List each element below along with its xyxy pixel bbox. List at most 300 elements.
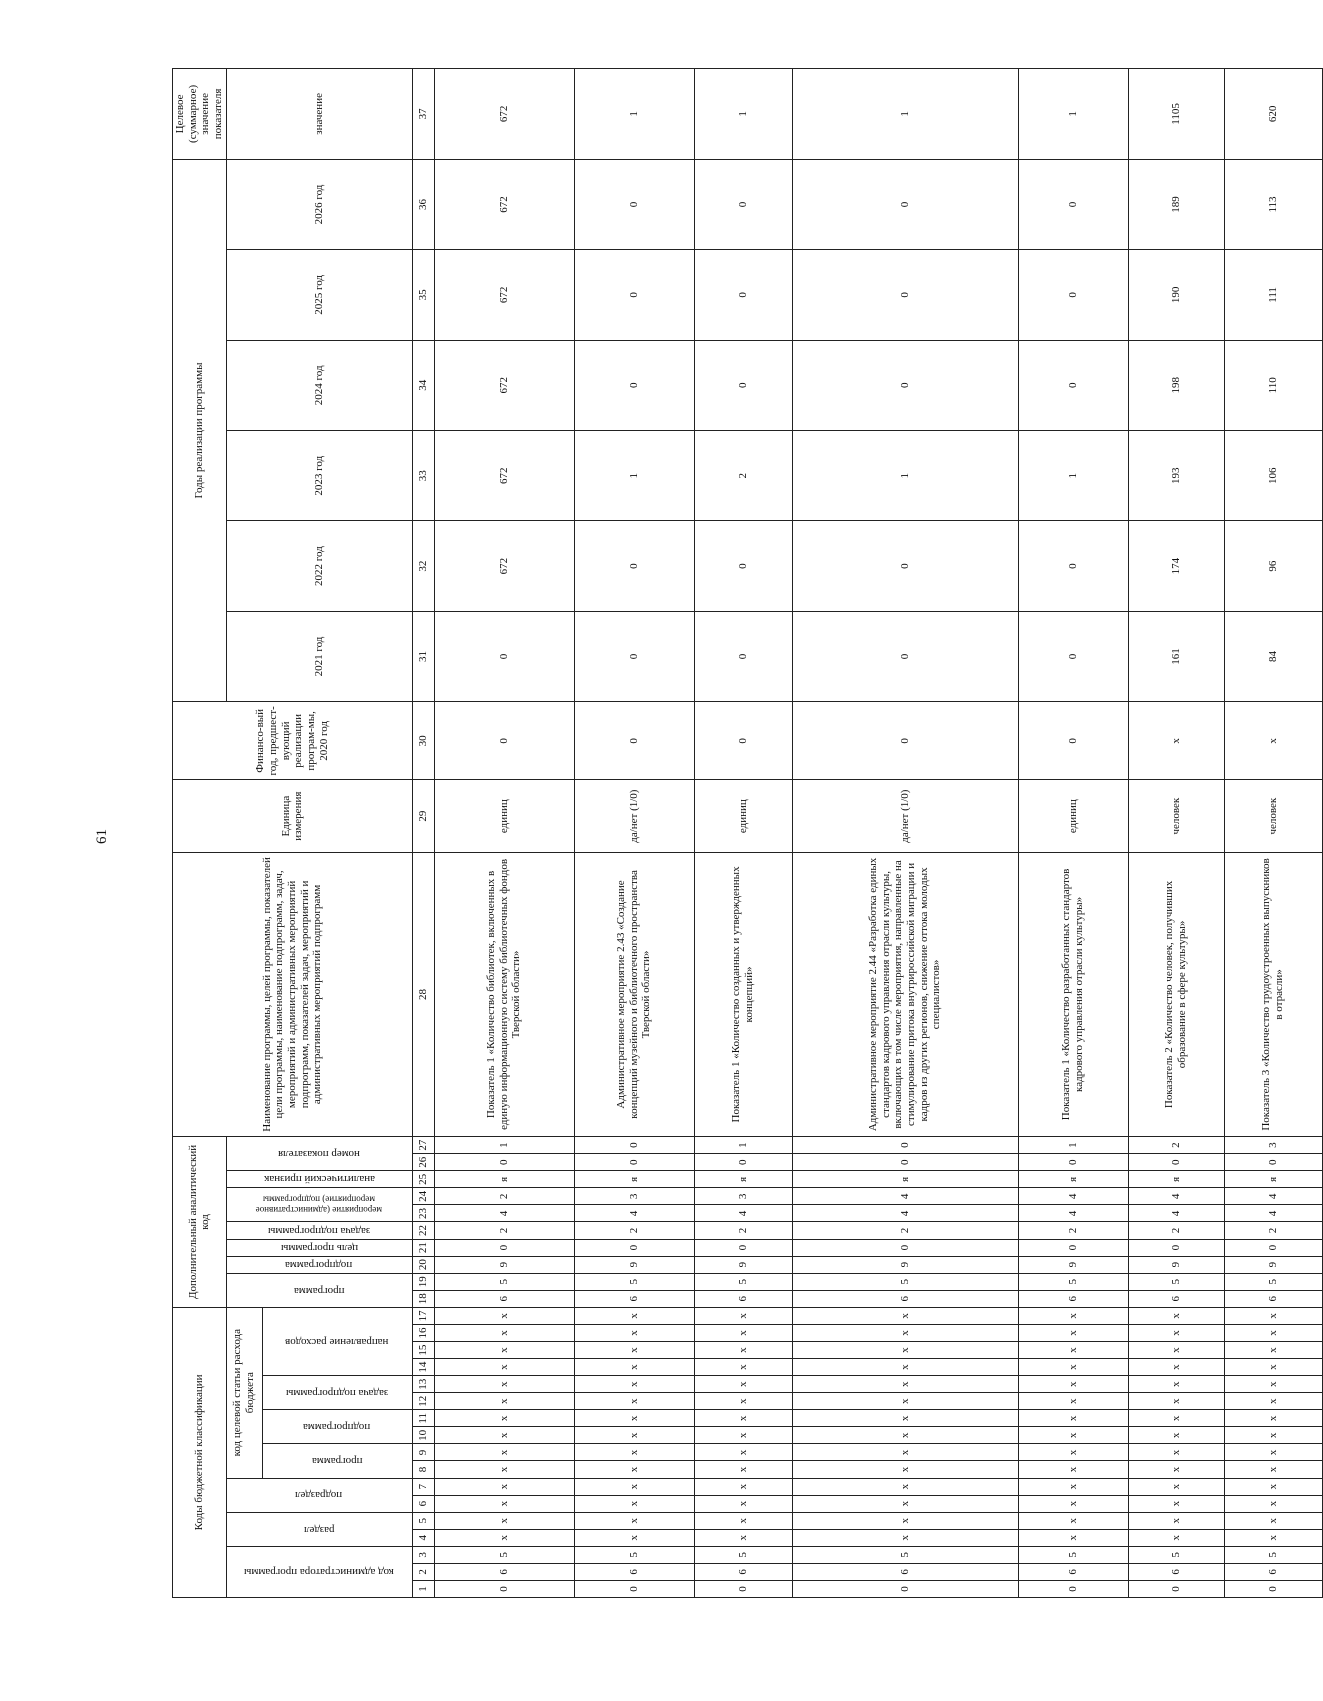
code-cell: 6: [1018, 1563, 1128, 1580]
code-cell: x: [434, 1461, 574, 1478]
column-number: 34: [412, 340, 434, 430]
code-cell: я: [1018, 1171, 1128, 1188]
code-cell: x: [792, 1495, 1018, 1512]
code-cell: 2: [434, 1188, 574, 1205]
column-number: 21: [412, 1239, 434, 1256]
code-cell: x: [1224, 1512, 1322, 1529]
code-cell: 0: [574, 1154, 694, 1171]
code-cell: я: [1128, 1171, 1224, 1188]
table-row: [1018, 69, 1128, 1598]
code-cell: x: [792, 1529, 1018, 1546]
table-row: [1128, 69, 1224, 1598]
header-codes-budget: Коды бюджетной классификации: [173, 1307, 227, 1597]
header-target: Целевое (суммарное) значение показателя: [173, 69, 227, 160]
code-cell: x: [1224, 1393, 1322, 1410]
code-cell: 0: [434, 1239, 574, 1256]
code-cell: x: [574, 1461, 694, 1478]
code-cell: x: [434, 1529, 574, 1546]
fin-year-cell: 0: [1018, 702, 1128, 780]
code-cell: x: [792, 1359, 1018, 1376]
code-cell: 6: [574, 1290, 694, 1307]
code-cell: x: [1128, 1393, 1224, 1410]
code-cell: 4: [792, 1188, 1018, 1205]
code-cell: 5: [1128, 1273, 1224, 1290]
code-cell: x: [1224, 1529, 1322, 1546]
header-name: Наименование программы, целей программы, показателей цели программы, наименование подпрограмм, задач, мероприятий и административных мероприятий подпрограмм, показателей задач, мероприятий и административных мероприятий подпрограмм: [173, 852, 413, 1136]
target-value-cell: 1: [574, 69, 694, 160]
fin-year-cell: x: [1128, 702, 1224, 780]
header-section: раздел: [226, 1512, 412, 1546]
code-cell: 9: [1224, 1256, 1322, 1273]
code-cell: 5: [792, 1546, 1018, 1563]
code-cell: x: [1128, 1342, 1224, 1359]
target-value-cell: 620: [1224, 69, 1322, 160]
code-cell: x: [1128, 1427, 1224, 1444]
code-cell: 0: [574, 1239, 694, 1256]
year-value-cell: 672: [434, 340, 574, 430]
code-cell: 0: [574, 1580, 694, 1597]
code-cell: x: [434, 1359, 574, 1376]
code-cell: x: [574, 1393, 694, 1410]
code-cell: x: [694, 1359, 792, 1376]
code-cell: 2: [792, 1222, 1018, 1239]
code-cell: 5: [792, 1273, 1018, 1290]
column-numbers-row: [412, 69, 434, 1598]
code-cell: 5: [694, 1546, 792, 1563]
code-cell: 5: [574, 1546, 694, 1563]
code-cell: x: [1128, 1529, 1224, 1546]
code-cell: 5: [694, 1273, 792, 1290]
year-value-cell: 672: [434, 521, 574, 611]
code-cell: x: [792, 1342, 1018, 1359]
column-number: 37: [412, 69, 434, 160]
header-program: программа: [262, 1444, 412, 1478]
unit-cell: человек: [1128, 780, 1224, 852]
code-cell: x: [1018, 1478, 1128, 1495]
code-cell: x: [1018, 1461, 1128, 1478]
header-years: Годы реализации программы: [173, 159, 227, 701]
column-number: 25: [412, 1171, 434, 1188]
code-cell: 2: [1128, 1222, 1224, 1239]
code-cell: x: [434, 1495, 574, 1512]
column-number: 7: [412, 1478, 434, 1495]
column-number: 13: [412, 1376, 434, 1393]
header-admin-code: код администратора программы: [226, 1546, 412, 1597]
code-cell: 3: [694, 1188, 792, 1205]
fin-year-cell: 0: [574, 702, 694, 780]
column-number: 9: [412, 1444, 434, 1461]
code-cell: x: [1224, 1478, 1322, 1495]
header-y2023: 2023 год: [226, 430, 412, 520]
code-cell: x: [434, 1444, 574, 1461]
unit-cell: да/нет (1/0): [574, 780, 694, 852]
code-cell: x: [1128, 1444, 1224, 1461]
year-value-cell: 1: [1018, 430, 1128, 520]
year-value-cell: 110: [1224, 340, 1322, 430]
code-cell: x: [1224, 1342, 1322, 1359]
code-cell: x: [574, 1307, 694, 1324]
code-cell: x: [1018, 1444, 1128, 1461]
code-cell: x: [1128, 1512, 1224, 1529]
code-cell: x: [1018, 1495, 1128, 1512]
year-value-cell: 1: [792, 430, 1018, 520]
unit-cell: единиц: [694, 780, 792, 852]
year-value-cell: 0: [694, 611, 792, 701]
year-value-cell: 198: [1128, 340, 1224, 430]
code-cell: x: [1128, 1359, 1224, 1376]
code-cell: x: [694, 1444, 792, 1461]
column-number: 12: [412, 1393, 434, 1410]
column-number: 29: [412, 780, 434, 852]
code-cell: 1: [1018, 1137, 1128, 1154]
indicator-name: Показатель 1 «Количество созданных и утвержденных концепций»: [694, 852, 792, 1136]
code-cell: x: [1018, 1325, 1128, 1342]
year-value-cell: 0: [694, 340, 792, 430]
code-cell: x: [792, 1410, 1018, 1427]
code-cell: 0: [1018, 1580, 1128, 1597]
column-number: 11: [412, 1410, 434, 1427]
code-cell: x: [574, 1478, 694, 1495]
code-cell: x: [694, 1325, 792, 1342]
code-cell: x: [792, 1376, 1018, 1393]
code-cell: 0: [694, 1154, 792, 1171]
code-cell: 6: [1018, 1290, 1128, 1307]
code-cell: x: [792, 1325, 1018, 1342]
code-cell: 0: [1128, 1154, 1224, 1171]
code-cell: x: [1128, 1307, 1224, 1324]
code-cell: x: [1018, 1427, 1128, 1444]
code-cell: 4: [792, 1205, 1018, 1222]
code-cell: x: [574, 1410, 694, 1427]
code-cell: 2: [694, 1222, 792, 1239]
column-number: 14: [412, 1359, 434, 1376]
year-value-cell: 0: [792, 159, 1018, 249]
code-cell: я: [792, 1171, 1018, 1188]
code-cell: 0: [574, 1137, 694, 1154]
code-cell: 6: [792, 1290, 1018, 1307]
code-cell: x: [434, 1427, 574, 1444]
code-cell: x: [434, 1307, 574, 1324]
header-fin-year: Финансо-вый год, предшест-вующий реализации програм-мы, 2020 год: [173, 702, 413, 780]
fin-year-cell: 0: [792, 702, 1018, 780]
fin-year-cell: 0: [434, 702, 574, 780]
column-number: 31: [412, 611, 434, 701]
table-row: [434, 69, 574, 1598]
header-subsection: подраздел: [226, 1478, 412, 1512]
column-number: 16: [412, 1325, 434, 1342]
header-y2022: 2022 год: [226, 521, 412, 611]
code-cell: x: [434, 1376, 574, 1393]
year-value-cell: 174: [1128, 521, 1224, 611]
code-cell: я: [694, 1171, 792, 1188]
header-add-subprogram-task: задача подпрограммы: [226, 1222, 412, 1239]
code-cell: x: [434, 1342, 574, 1359]
code-cell: 0: [1128, 1580, 1224, 1597]
column-number: 35: [412, 250, 434, 340]
column-number: 26: [412, 1154, 434, 1171]
code-cell: x: [574, 1376, 694, 1393]
code-cell: 6: [792, 1563, 1018, 1580]
header-expense-direction: направление расходов: [262, 1307, 412, 1375]
code-cell: 1: [694, 1137, 792, 1154]
unit-cell: единиц: [434, 780, 574, 852]
header-unit: Единица измерения: [173, 780, 413, 852]
column-number: 32: [412, 521, 434, 611]
unit-cell: да/нет (1/0): [792, 780, 1018, 852]
target-value-cell: 1105: [1128, 69, 1224, 160]
header-subprogram: подпрограмма: [262, 1410, 412, 1444]
fin-year-cell: x: [1224, 702, 1322, 780]
year-value-cell: 672: [434, 430, 574, 520]
column-number: 20: [412, 1256, 434, 1273]
year-value-cell: 113: [1224, 159, 1322, 249]
code-cell: x: [1018, 1529, 1128, 1546]
code-cell: 4: [694, 1205, 792, 1222]
code-cell: 2: [1128, 1137, 1224, 1154]
code-cell: x: [694, 1529, 792, 1546]
code-cell: 5: [1018, 1546, 1128, 1563]
code-cell: 4: [1224, 1188, 1322, 1205]
code-cell: 2: [1224, 1222, 1322, 1239]
year-value-cell: 0: [574, 340, 694, 430]
code-cell: 5: [1128, 1546, 1224, 1563]
column-number: 10: [412, 1427, 434, 1444]
header-subprogram-task: задача подпрограммы: [262, 1376, 412, 1410]
column-number: 27: [412, 1137, 434, 1154]
code-cell: 9: [434, 1256, 574, 1273]
code-cell: x: [434, 1410, 574, 1427]
year-value-cell: 0: [792, 521, 1018, 611]
column-number: 8: [412, 1461, 434, 1478]
code-cell: 2: [434, 1222, 574, 1239]
code-cell: x: [694, 1495, 792, 1512]
code-cell: 0: [694, 1239, 792, 1256]
indicator-name: Показатель 1 «Количество разработанных стандартов кадрового управления отрасли культуры»: [1018, 852, 1128, 1136]
code-cell: 5: [1224, 1546, 1322, 1563]
year-value-cell: 672: [434, 159, 574, 249]
column-number: 23: [412, 1205, 434, 1222]
column-number: 19: [412, 1273, 434, 1290]
code-cell: x: [574, 1427, 694, 1444]
year-value-cell: 0: [574, 159, 694, 249]
table-row: [792, 69, 1018, 1598]
code-cell: x: [694, 1342, 792, 1359]
year-value-cell: 0: [1018, 611, 1128, 701]
code-cell: я: [1224, 1171, 1322, 1188]
code-cell: x: [792, 1444, 1018, 1461]
code-cell: 0: [792, 1239, 1018, 1256]
header-y2025: 2025 год: [226, 250, 412, 340]
code-cell: 0: [792, 1137, 1018, 1154]
code-cell: 4: [1128, 1188, 1224, 1205]
code-cell: 0: [792, 1154, 1018, 1171]
code-cell: 0: [1018, 1239, 1128, 1256]
code-cell: x: [792, 1512, 1018, 1529]
target-value-cell: 1: [694, 69, 792, 160]
code-cell: 3: [574, 1188, 694, 1205]
code-cell: x: [1224, 1461, 1322, 1478]
code-cell: x: [694, 1393, 792, 1410]
target-value-cell: 1: [1018, 69, 1128, 160]
year-value-cell: 0: [792, 340, 1018, 430]
header-additional-code: Дополнительный аналитический код: [173, 1137, 227, 1308]
year-value-cell: 189: [1128, 159, 1224, 249]
indicator-name: Показатель 2 «Количество человек, получивших образование в сфере культуры»: [1128, 852, 1224, 1136]
code-cell: x: [792, 1393, 1018, 1410]
code-cell: x: [792, 1427, 1018, 1444]
code-cell: x: [1018, 1342, 1128, 1359]
header-value: значение: [226, 69, 412, 160]
code-cell: x: [1224, 1359, 1322, 1376]
indicator-name: Административное мероприятие 2.43 «Создание концепций музейного и библиотечного пространства Тверской области»: [574, 852, 694, 1136]
header-program-goal: цель программы: [226, 1239, 412, 1256]
code-cell: 0: [434, 1154, 574, 1171]
code-cell: 9: [694, 1256, 792, 1273]
column-number: 18: [412, 1290, 434, 1307]
column-number: 30: [412, 702, 434, 780]
column-number: 24: [412, 1188, 434, 1205]
code-cell: x: [694, 1307, 792, 1324]
code-cell: 9: [574, 1256, 694, 1273]
year-value-cell: 0: [1018, 340, 1128, 430]
column-number: 17: [412, 1307, 434, 1324]
year-value-cell: 0: [1018, 250, 1128, 340]
code-cell: 3: [1224, 1137, 1322, 1154]
code-cell: x: [574, 1529, 694, 1546]
code-cell: x: [1018, 1376, 1128, 1393]
code-cell: x: [1018, 1393, 1128, 1410]
header-admin-event: мероприятие (административное мероприятие) подпрограммы: [226, 1188, 412, 1222]
code-cell: 5: [574, 1273, 694, 1290]
code-cell: x: [694, 1410, 792, 1427]
column-number: 2: [412, 1563, 434, 1580]
code-cell: 6: [694, 1563, 792, 1580]
year-value-cell: 193: [1128, 430, 1224, 520]
code-cell: 1: [434, 1137, 574, 1154]
code-cell: 5: [434, 1546, 574, 1563]
year-value-cell: 161: [1128, 611, 1224, 701]
code-cell: x: [1224, 1444, 1322, 1461]
fin-year-cell: 0: [694, 702, 792, 780]
indicator-name: Показатель 1 «Количество библиотек, включенных в единую информационную систему библиотечных фондов Тверской области»: [434, 852, 574, 1136]
column-number: 4: [412, 1529, 434, 1546]
code-cell: x: [574, 1342, 694, 1359]
code-cell: 9: [1018, 1256, 1128, 1273]
header-target-article: код целевой статьи расхода бюджета: [226, 1307, 262, 1478]
year-value-cell: 84: [1224, 611, 1322, 701]
code-cell: x: [1018, 1512, 1128, 1529]
year-value-cell: 0: [434, 611, 574, 701]
code-cell: 9: [1128, 1256, 1224, 1273]
code-cell: x: [1128, 1478, 1224, 1495]
unit-cell: единиц: [1018, 780, 1128, 852]
code-cell: я: [434, 1171, 574, 1188]
code-cell: 5: [434, 1273, 574, 1290]
header-y2021: 2021 год: [226, 611, 412, 701]
page-number: 61: [94, 829, 110, 844]
column-number: 1: [412, 1580, 434, 1597]
header-y2024: 2024 год: [226, 340, 412, 430]
code-cell: x: [574, 1495, 694, 1512]
code-cell: x: [694, 1512, 792, 1529]
code-cell: x: [434, 1393, 574, 1410]
year-value-cell: 1: [574, 430, 694, 520]
table-row: [574, 69, 694, 1598]
indicator-name: Показатель 3 «Количество трудоустроенных выпускников в отрасли»: [1224, 852, 1322, 1136]
column-number: 28: [412, 852, 434, 1136]
code-cell: 6: [1224, 1563, 1322, 1580]
code-cell: 9: [792, 1256, 1018, 1273]
code-cell: x: [792, 1461, 1018, 1478]
year-value-cell: 0: [574, 250, 694, 340]
table-row: [694, 69, 792, 1598]
code-cell: x: [1224, 1376, 1322, 1393]
year-value-cell: 2: [694, 430, 792, 520]
column-number: 3: [412, 1546, 434, 1563]
code-cell: 4: [434, 1205, 574, 1222]
code-cell: x: [1128, 1461, 1224, 1478]
code-cell: 2: [574, 1222, 694, 1239]
code-cell: x: [1128, 1325, 1224, 1342]
code-cell: x: [574, 1325, 694, 1342]
year-value-cell: 0: [694, 159, 792, 249]
code-cell: 6: [1224, 1290, 1322, 1307]
column-number: 15: [412, 1342, 434, 1359]
code-cell: x: [694, 1427, 792, 1444]
year-value-cell: 0: [1018, 521, 1128, 611]
table-row: [1224, 69, 1322, 1598]
indicator-name: Административное мероприятие 2.44 «Разработка единых стандартов кадрового управления отрасли культуры, включающих в том числе мероприятия, направленные на стимулирование притока внутрироссийской миграции и кадров из других регионов, снижение оттока молодых специалистов»: [792, 852, 1018, 1136]
code-cell: x: [574, 1359, 694, 1376]
code-cell: 4: [1128, 1205, 1224, 1222]
code-cell: 6: [1128, 1563, 1224, 1580]
code-cell: x: [1224, 1307, 1322, 1324]
code-cell: я: [574, 1171, 694, 1188]
code-cell: 0: [1128, 1239, 1224, 1256]
code-cell: x: [1224, 1325, 1322, 1342]
code-cell: x: [1224, 1427, 1322, 1444]
header-add-subprogram: подпрограмма: [226, 1256, 412, 1273]
header-add-program: программа: [226, 1273, 412, 1307]
column-number: 6: [412, 1495, 434, 1512]
code-cell: 5: [1224, 1273, 1322, 1290]
column-number: 36: [412, 159, 434, 249]
year-value-cell: 0: [792, 250, 1018, 340]
code-cell: x: [434, 1325, 574, 1342]
code-cell: 6: [1128, 1290, 1224, 1307]
code-cell: 0: [1224, 1154, 1322, 1171]
code-cell: x: [434, 1512, 574, 1529]
code-cell: 5: [1018, 1273, 1128, 1290]
code-cell: x: [434, 1478, 574, 1495]
code-cell: 0: [434, 1580, 574, 1597]
code-cell: x: [792, 1478, 1018, 1495]
code-cell: x: [574, 1512, 694, 1529]
code-cell: 0: [1018, 1154, 1128, 1171]
rotated-table-wrapper: [172, 68, 1319, 1598]
code-cell: 4: [1224, 1205, 1322, 1222]
code-cell: 0: [1224, 1239, 1322, 1256]
code-cell: 2: [1018, 1222, 1128, 1239]
year-value-cell: 190: [1128, 250, 1224, 340]
year-value-cell: 111: [1224, 250, 1322, 340]
header-y2026: 2026 год: [226, 159, 412, 249]
code-cell: x: [694, 1376, 792, 1393]
code-cell: 6: [434, 1563, 574, 1580]
code-cell: x: [1128, 1495, 1224, 1512]
code-cell: x: [1018, 1359, 1128, 1376]
code-cell: x: [574, 1444, 694, 1461]
